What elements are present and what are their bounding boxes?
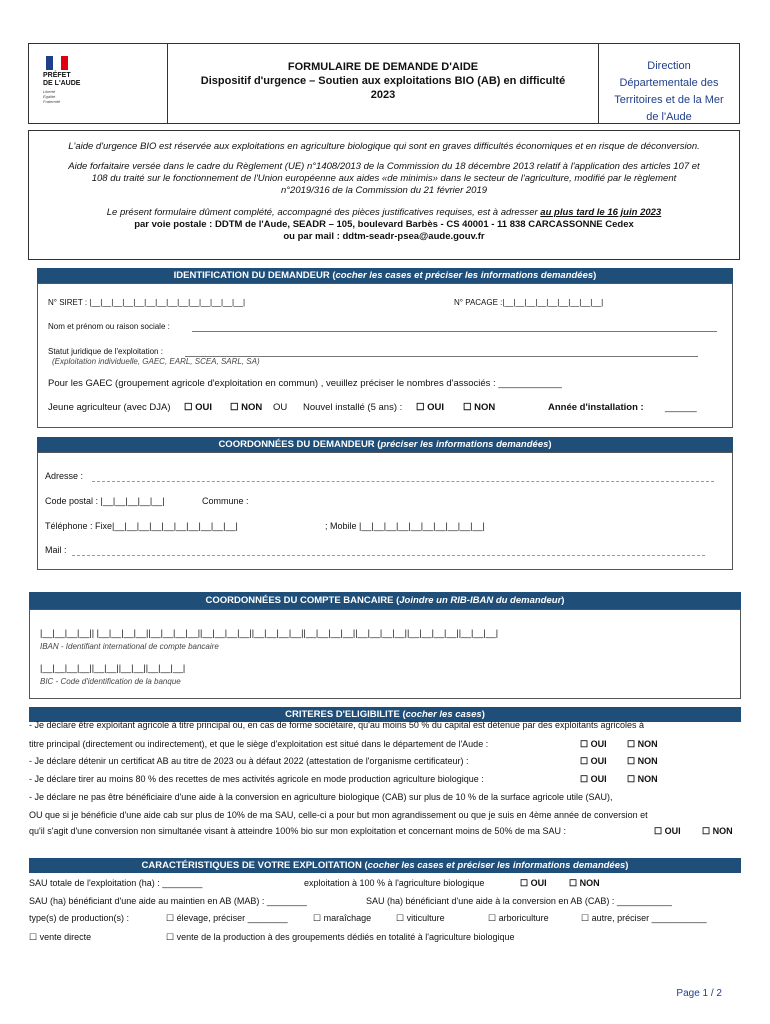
intro-p1: L'aide d'urgence BIO est réservée aux exploitations en agriculture biologique qui sont en graves difficultés économiques et en risque de déconversion. (68, 141, 700, 152)
direction-name (599, 58, 739, 126)
bic-label: BIC - Code d'identification de la banque (40, 677, 181, 686)
elig1-oui-checkbox[interactable]: ☐ OUI (580, 739, 607, 749)
intro-p2c: n°2019/316 de la Commission du 21 février 2019 (280, 185, 488, 196)
ja-oui-checkbox[interactable]: ☐ OUI (184, 402, 213, 413)
page-number: Page 1 / 2 (676, 988, 722, 999)
iban-field[interactable]: |__|__|__|__|| |__|__|__|__||__|__|__|__||__|__|__|__||__|__|__|__||__|__|__|__||__|__|__|__||__|__|__|__||__|__|__| (40, 628, 499, 638)
intro-p3a (29, 207, 739, 219)
statut-hint: (Exploitation individuelle, GAEC, EARL, SCEA, SARL, SA) (52, 357, 260, 366)
elig4-non-checkbox[interactable]: ☐ NON (702, 826, 733, 836)
nom-field[interactable] (192, 331, 717, 332)
logo-motto3: Fraternité (43, 99, 61, 104)
logo-line2: DE L'AUDE (43, 80, 81, 87)
viticulture-checkbox[interactable]: ☐ viticulture (396, 913, 445, 923)
ja-label: Jeune agriculteur (avec DJA) (48, 402, 171, 413)
elig4-oui-checkbox[interactable]: ☐ OUI (654, 826, 681, 836)
elig-line6: OU que si je bénéficie d'une aide cab sur plus de 10% de ma SAU, celle-ci a pour but mon agrandissement ou que je suis en 4ème année de conversion et (29, 810, 648, 820)
ja-non-checkbox[interactable]: ☐ NON (230, 402, 263, 413)
form-subtitle: Dispositif d'urgence – Soutien aux exploitations BIO (AB) en difficulté (200, 75, 566, 87)
expl100-non-checkbox[interactable]: ☐ NON (569, 878, 600, 888)
elig2-non-checkbox[interactable]: ☐ NON (627, 756, 658, 766)
annee-label: Année d'installation : (548, 402, 644, 413)
section-bar-identification: IDENTIFICATION DU DEMANDEUR (cocher les cases et préciser les informations demandées) (37, 268, 733, 283)
sau-cab-field[interactable]: SAU (ha) bénéficiant d'une aide à la conversion en AB (CAB) : ___________ (366, 896, 672, 906)
dir-line1: Direction (647, 60, 691, 72)
statut-field[interactable] (185, 356, 698, 357)
dir-line3: Territoires et de la Mer (614, 94, 724, 106)
adresse-field[interactable] (92, 481, 714, 482)
installe-label: Nouvel installé (5 ans) : (303, 402, 403, 413)
sau-totale-field[interactable]: SAU totale de l'exploitation (ha) : ________ (29, 878, 203, 888)
section-bar-eligibilite: CRITERES D'ELIGIBILITE (cocher les cases) (29, 707, 741, 722)
elig3-oui-checkbox[interactable]: ☐ OUI (580, 774, 607, 784)
maraichage-checkbox[interactable]: ☐ maraîchage (313, 913, 372, 923)
gaec-question[interactable]: Pour les GAEC (groupement agricole d'exploitation en commun) , veuillez préciser le nombres d'associés : ____________ (48, 378, 562, 389)
annee-field[interactable]: ______ (665, 402, 697, 413)
section-bar-coordonnees: COORDONNÉES DU DEMANDEUR (préciser les informations demandées) (37, 437, 733, 452)
elig3-non-checkbox[interactable]: ☐ NON (627, 774, 658, 784)
sau-mab-field[interactable]: SAU (ha) bénéficiant d'une aide au maintien en AB (MAB) : ________ (29, 896, 307, 906)
elig1-non-checkbox[interactable]: ☐ NON (627, 739, 658, 749)
intro-p2a: Aide forfaitaire versée dans le cadre du Règlement (UE) n°1408/2013 de la Commission du 18 décembre 2013 relatif à l'application des articles 107 et (68, 161, 700, 172)
intro-p2b: 108 du traité sur le fonctionnement de l'Union européenne aux aides «de minimis» dans le secteur de l'agriculture, modifié par le règlement (91, 173, 677, 184)
marianne-logo-icon (46, 56, 68, 70)
logo-line1: PRÉFET (43, 72, 71, 79)
mail-field[interactable] (72, 555, 705, 556)
adresse-label: Adresse : (45, 471, 84, 481)
elig-line1: - Je déclare être exploitant agricole à titre principal ou, en cas de forme sociétaire, qu'au moins 50 % du capital est détenue par des exploitants agricoles à (29, 720, 645, 730)
elig-line7: qu'il s'agit d'une conversion non simultanée visant à atteindre 100% bio sur mon exploitation et concernant moins de 50% de ma SAU : (29, 826, 566, 836)
form-title: FORMULAIRE DE DEMANDE D'AIDE (287, 61, 479, 73)
statut-label: Statut juridique de l'exploitation : (48, 347, 163, 356)
form-header (28, 43, 740, 124)
vente-groupement-checkbox[interactable]: ☐ vente de la production à des groupements dédiés en totalité à l'agriculture biologique (166, 932, 515, 942)
deadline: au plus tard le 16 juin 2023 (540, 207, 662, 218)
installe-oui-checkbox[interactable]: ☐ OUI (416, 402, 445, 413)
mail-label: Mail : (45, 545, 67, 555)
arboriculture-checkbox[interactable]: ☐ arboriculture (488, 913, 549, 923)
elevage-checkbox[interactable]: ☐ élevage, préciser ________ (166, 913, 288, 923)
section-bar-caracteristiques: CARACTÉRISTIQUES DE VOTRE EXPLOITATION (cocher les cases et préciser les informations demandées) (29, 858, 741, 873)
elig-line4: - Je déclare tirer au moins 80 % des recettes de mes activités agricole en mode production agriculture biologique : (29, 774, 484, 784)
elig-line5: - Je déclare ne pas être bénéficiaire d'une aide à la conversion en agriculture biologique (CAB) sur plus de 10 % de la surface agricole utile (SAU), (29, 792, 613, 802)
elig-line3: - Je déclare détenir un certificat AB au titre de 2023 ou à défaut 2022 (attestation de l'organisme certificateur) : (29, 756, 469, 766)
logo-cell (29, 44, 168, 123)
elig-line2: titre principal (directement ou indirectement), et que le siège d'exploitation est situé dans le département de l'Aude : (29, 739, 489, 749)
commune-label: Commune : (202, 496, 249, 506)
telephone-fixe-field[interactable]: Téléphone : Fixe|__|__|__|__|__|__|__|__|__|__| (45, 521, 238, 531)
logo-motto1: Liberté (43, 89, 56, 94)
installe-non-checkbox[interactable]: ☐ NON (463, 402, 496, 413)
autre-checkbox[interactable]: ☐ autre, préciser ___________ (581, 913, 707, 923)
intro-p3b: par voie postale : DDTM de l'Aude, SEADR – 105, boulevard Barbès - CS 40001 - 11 838 CARCASSONNE Cedex (134, 219, 634, 230)
form-year: 2023 (370, 89, 396, 101)
types-label: type(s) de production(s) : (29, 913, 130, 923)
expl100-oui-checkbox[interactable]: ☐ OUI (520, 878, 547, 888)
ou-label: OU (273, 402, 288, 413)
dir-line4: de l'Aude (646, 111, 692, 123)
coordonnees-box (37, 452, 733, 570)
pacage-field[interactable]: N° PACAGE :|__|__|__|__|__|__|__|__|__| (454, 298, 604, 307)
code-postal-field[interactable]: Code postal : |__|__|__|__|__| (45, 496, 165, 506)
bic-field[interactable]: |__|__|__|__||__|__||__|__||__|__|__| (40, 663, 186, 673)
intro-box (28, 130, 740, 260)
nom-label: Nom et prénom ou raison sociale : (48, 322, 170, 331)
vente-directe-checkbox[interactable]: ☐ vente directe (29, 932, 92, 942)
expl100-label: exploitation à 100 % à l'agriculture biologique (304, 878, 485, 888)
iban-label: IBAN - Identifiant international de compte bancaire (40, 642, 219, 651)
telephone-mobile-field[interactable]: ; Mobile |__|__|__|__|__|__|__|__|__|__| (325, 521, 485, 531)
elig2-oui-checkbox[interactable]: ☐ OUI (580, 756, 607, 766)
intro-p3c: ou par mail : ddtm-seadr-psea@aude.gouv.fr (283, 231, 485, 242)
dir-line2: Départementale des (619, 77, 719, 89)
intro-p3a-text: Le présent formulaire dûment complété, accompagné des pièces justificatives requises, est à adresser (106, 207, 538, 218)
section-bar-bank: COORDONNÉES DU COMPTE BANCAIRE (Joindre un RIB-IBAN du demandeur) (29, 592, 741, 609)
logo-motto2: Égalité (43, 94, 56, 99)
siret-field[interactable]: N° SIRET : |__|__|__|__|__|__|__|__|__|__|__|__|__|__| (48, 298, 246, 307)
